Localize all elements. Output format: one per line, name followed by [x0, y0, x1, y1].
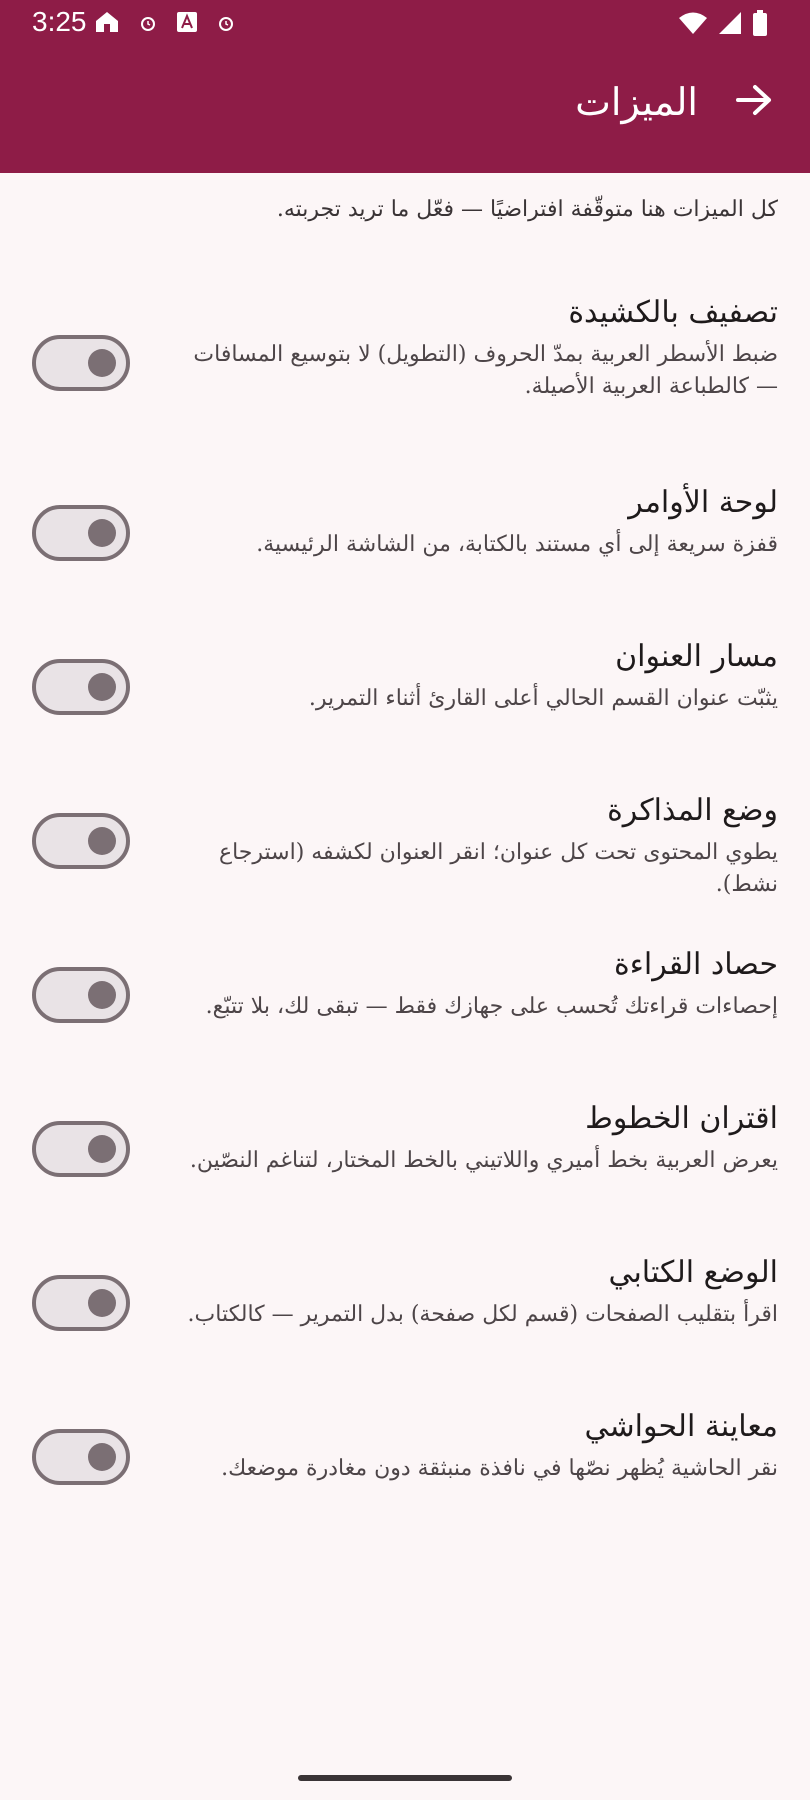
font-icon: [176, 11, 198, 38]
page-title: الميزات: [575, 80, 698, 124]
feature-title: وضع المذاكرة: [607, 793, 778, 828]
feature-description: يثبّت عنوان القسم الحالي أعلى القارئ أثناء التمرير.: [308, 686, 778, 711]
back-button[interactable]: [736, 84, 772, 120]
feature-toggle[interactable]: [32, 813, 130, 869]
feature-toggle[interactable]: [32, 335, 130, 391]
signal-icon: [718, 11, 742, 39]
feature-description: يطوي المحتوى تحت كل عنوان؛ انقر العنوان لكشفه (استرجاع نشط).: [218, 840, 778, 897]
toggle-thumb: [88, 1443, 116, 1471]
feature-toggle[interactable]: [32, 967, 130, 1023]
feature-book-mode[interactable]: [0, 1253, 810, 1373]
home-icon: [94, 10, 120, 39]
feature-title: مسار العنوان: [615, 639, 778, 674]
feature-font-pairing[interactable]: [0, 1099, 810, 1219]
toggle-thumb: [88, 1289, 116, 1317]
gesture-nav-bar[interactable]: [298, 1775, 512, 1781]
feature-title: حصاد القراءة: [614, 947, 778, 982]
feature-title: الوضع الكتابي: [608, 1255, 778, 1290]
toggle-thumb: [88, 1135, 116, 1163]
alarm-icon: [218, 13, 234, 37]
toggle-thumb: [88, 981, 116, 1009]
toggle-thumb: [88, 349, 116, 377]
feature-description: إحصاءات قراءتك تُحسب على جهازك فقط — تبقى لك، بلا تتبّع.: [205, 994, 778, 1019]
feature-heading-path[interactable]: [0, 637, 810, 757]
status-bar: [0, 0, 810, 48]
feature-reading-harvest[interactable]: [0, 945, 810, 1065]
battery-icon: [752, 10, 768, 40]
feature-title: لوحة الأوامر: [628, 485, 778, 520]
arrow-back-icon: [736, 84, 772, 116]
features-list: [0, 173, 810, 1773]
feature-description: اقرأ بتقليب الصفحات (قسم لكل صفحة) بدل التمرير — كالكتاب.: [187, 1302, 778, 1327]
feature-toggle[interactable]: [32, 1429, 130, 1485]
alarm-icon: [140, 13, 156, 37]
toggle-thumb: [88, 827, 116, 855]
feature-toggle[interactable]: [32, 1275, 130, 1331]
feature-title: اقتران الخطوط: [585, 1101, 778, 1136]
toggle-thumb: [88, 673, 116, 701]
feature-footnote-preview[interactable]: [0, 1407, 810, 1527]
intro-text: كل الميزات هنا متوقّفة افتراضيًا — فعّل ما تريد تجربته.: [276, 197, 778, 222]
feature-title: تصفيف بالكشيدة: [568, 295, 778, 330]
feature-toggle[interactable]: [32, 505, 130, 561]
feature-title: معاينة الحواشي: [584, 1409, 778, 1444]
feature-description: ضبط الأسطر العربية بمدّ الحروف (التطويل) لا بتوسيع المسافات — كالطباعة العربية الأصيلة.: [193, 342, 778, 399]
toggle-thumb: [88, 519, 116, 547]
status-time: 3:25: [32, 6, 87, 37]
feature-command-palette[interactable]: [0, 483, 810, 603]
feature-description: يعرض العربية بخط أميري واللاتيني بالخط المختار، لتناغم النصّين.: [189, 1148, 778, 1173]
feature-description: نقر الحاشية يُظهر نصّها في نافذة منبثقة دون مغادرة موضعك.: [221, 1456, 778, 1481]
feature-description: قفزة سريعة إلى أي مستند بالكتابة، من الشاشة الرئيسية.: [256, 532, 778, 557]
feature-toggle[interactable]: [32, 1121, 130, 1177]
feature-toggle[interactable]: [32, 659, 130, 715]
feature-kashida[interactable]: [0, 293, 810, 413]
app-bar: [0, 0, 810, 173]
feature-study-mode[interactable]: [0, 791, 810, 911]
wifi-icon: [678, 11, 708, 39]
